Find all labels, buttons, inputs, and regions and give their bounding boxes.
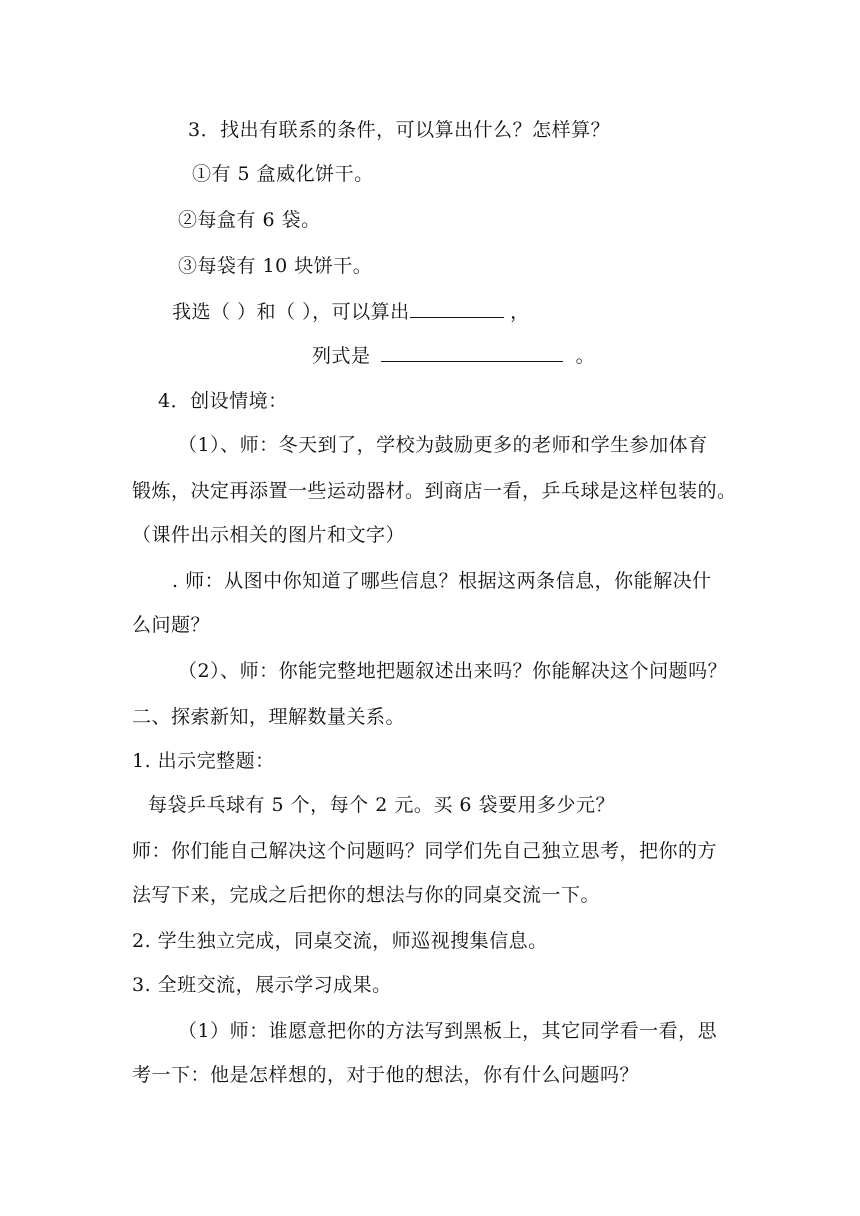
step-1: 1. 出示完整题： xyxy=(132,750,275,772)
paragraph-4-line-2: 考一下：他是怎样想的，对于他的想法，你有什么问题吗？ xyxy=(132,1064,640,1086)
paragraph-1-line-3: （课件出示相关的图片和文字） xyxy=(132,524,406,546)
paragraph-2-line-1: . 师：从图中你知道了哪些信息？根据这两条信息，你能解决什 xyxy=(172,570,712,592)
formula-period: 。 xyxy=(575,345,596,367)
condition-1: ①有 5 盒威化饼干。 xyxy=(192,163,374,185)
item-4-heading: 4．创设情境： xyxy=(158,390,288,412)
problem-statement: 每袋乒乓球有 5 个，每个 2 元。买 6 袋要用多少元？ xyxy=(148,794,616,816)
paragraph-1-line-1: （1）、师：冬天到了，学校为鼓励更多的老师和学生参加体育 xyxy=(178,434,708,456)
formula-line xyxy=(312,343,595,368)
step-3: 3. 全班交流，展示学习成果。 xyxy=(132,974,392,996)
condition-2: ②每盒有 6 袋。 xyxy=(178,209,321,231)
answer-blank-1[interactable] xyxy=(410,299,504,318)
paragraph-4-line-1: （1）师：谁愿意把你的方法写到黑板上，其它同学看一看，思 xyxy=(178,1020,718,1042)
condition-3: ③每袋有 10 块饼干。 xyxy=(178,255,373,277)
item-3-question: 3．找出有联系的条件，可以算出什么？怎样算？ xyxy=(188,119,611,141)
paragraph-3: （2）、师：你能完整地把题叙述出来吗？你能解决这个问题吗？ xyxy=(178,660,728,682)
teacher-prompt-line-1: 师：你们能自己解决这个问题吗？同学们先自己独立思考，把你的方 xyxy=(132,840,718,862)
answer-blank-2[interactable] xyxy=(381,343,563,362)
step-2: 2. 学生独立完成，同桌交流，师巡视搜集信息。 xyxy=(132,930,548,952)
choice-text: 我选（ ）和（ ），可以算出 xyxy=(172,301,410,323)
paragraph-1-line-2: 锻炼，决定再添置一些运动器材。到商店一看，乒乓球是这样包装的。 xyxy=(132,480,737,502)
choice-comma: ， xyxy=(510,301,530,323)
formula-label: 列式是 xyxy=(312,345,371,367)
choice-line xyxy=(172,299,530,324)
section-2-heading: 二、探索新知，理解数量关系。 xyxy=(132,706,406,728)
teacher-prompt-line-2: 法写下来，完成之后把你的想法与你的同桌交流一下。 xyxy=(132,884,601,906)
paragraph-2-line-2: 么问题？ xyxy=(132,614,211,636)
